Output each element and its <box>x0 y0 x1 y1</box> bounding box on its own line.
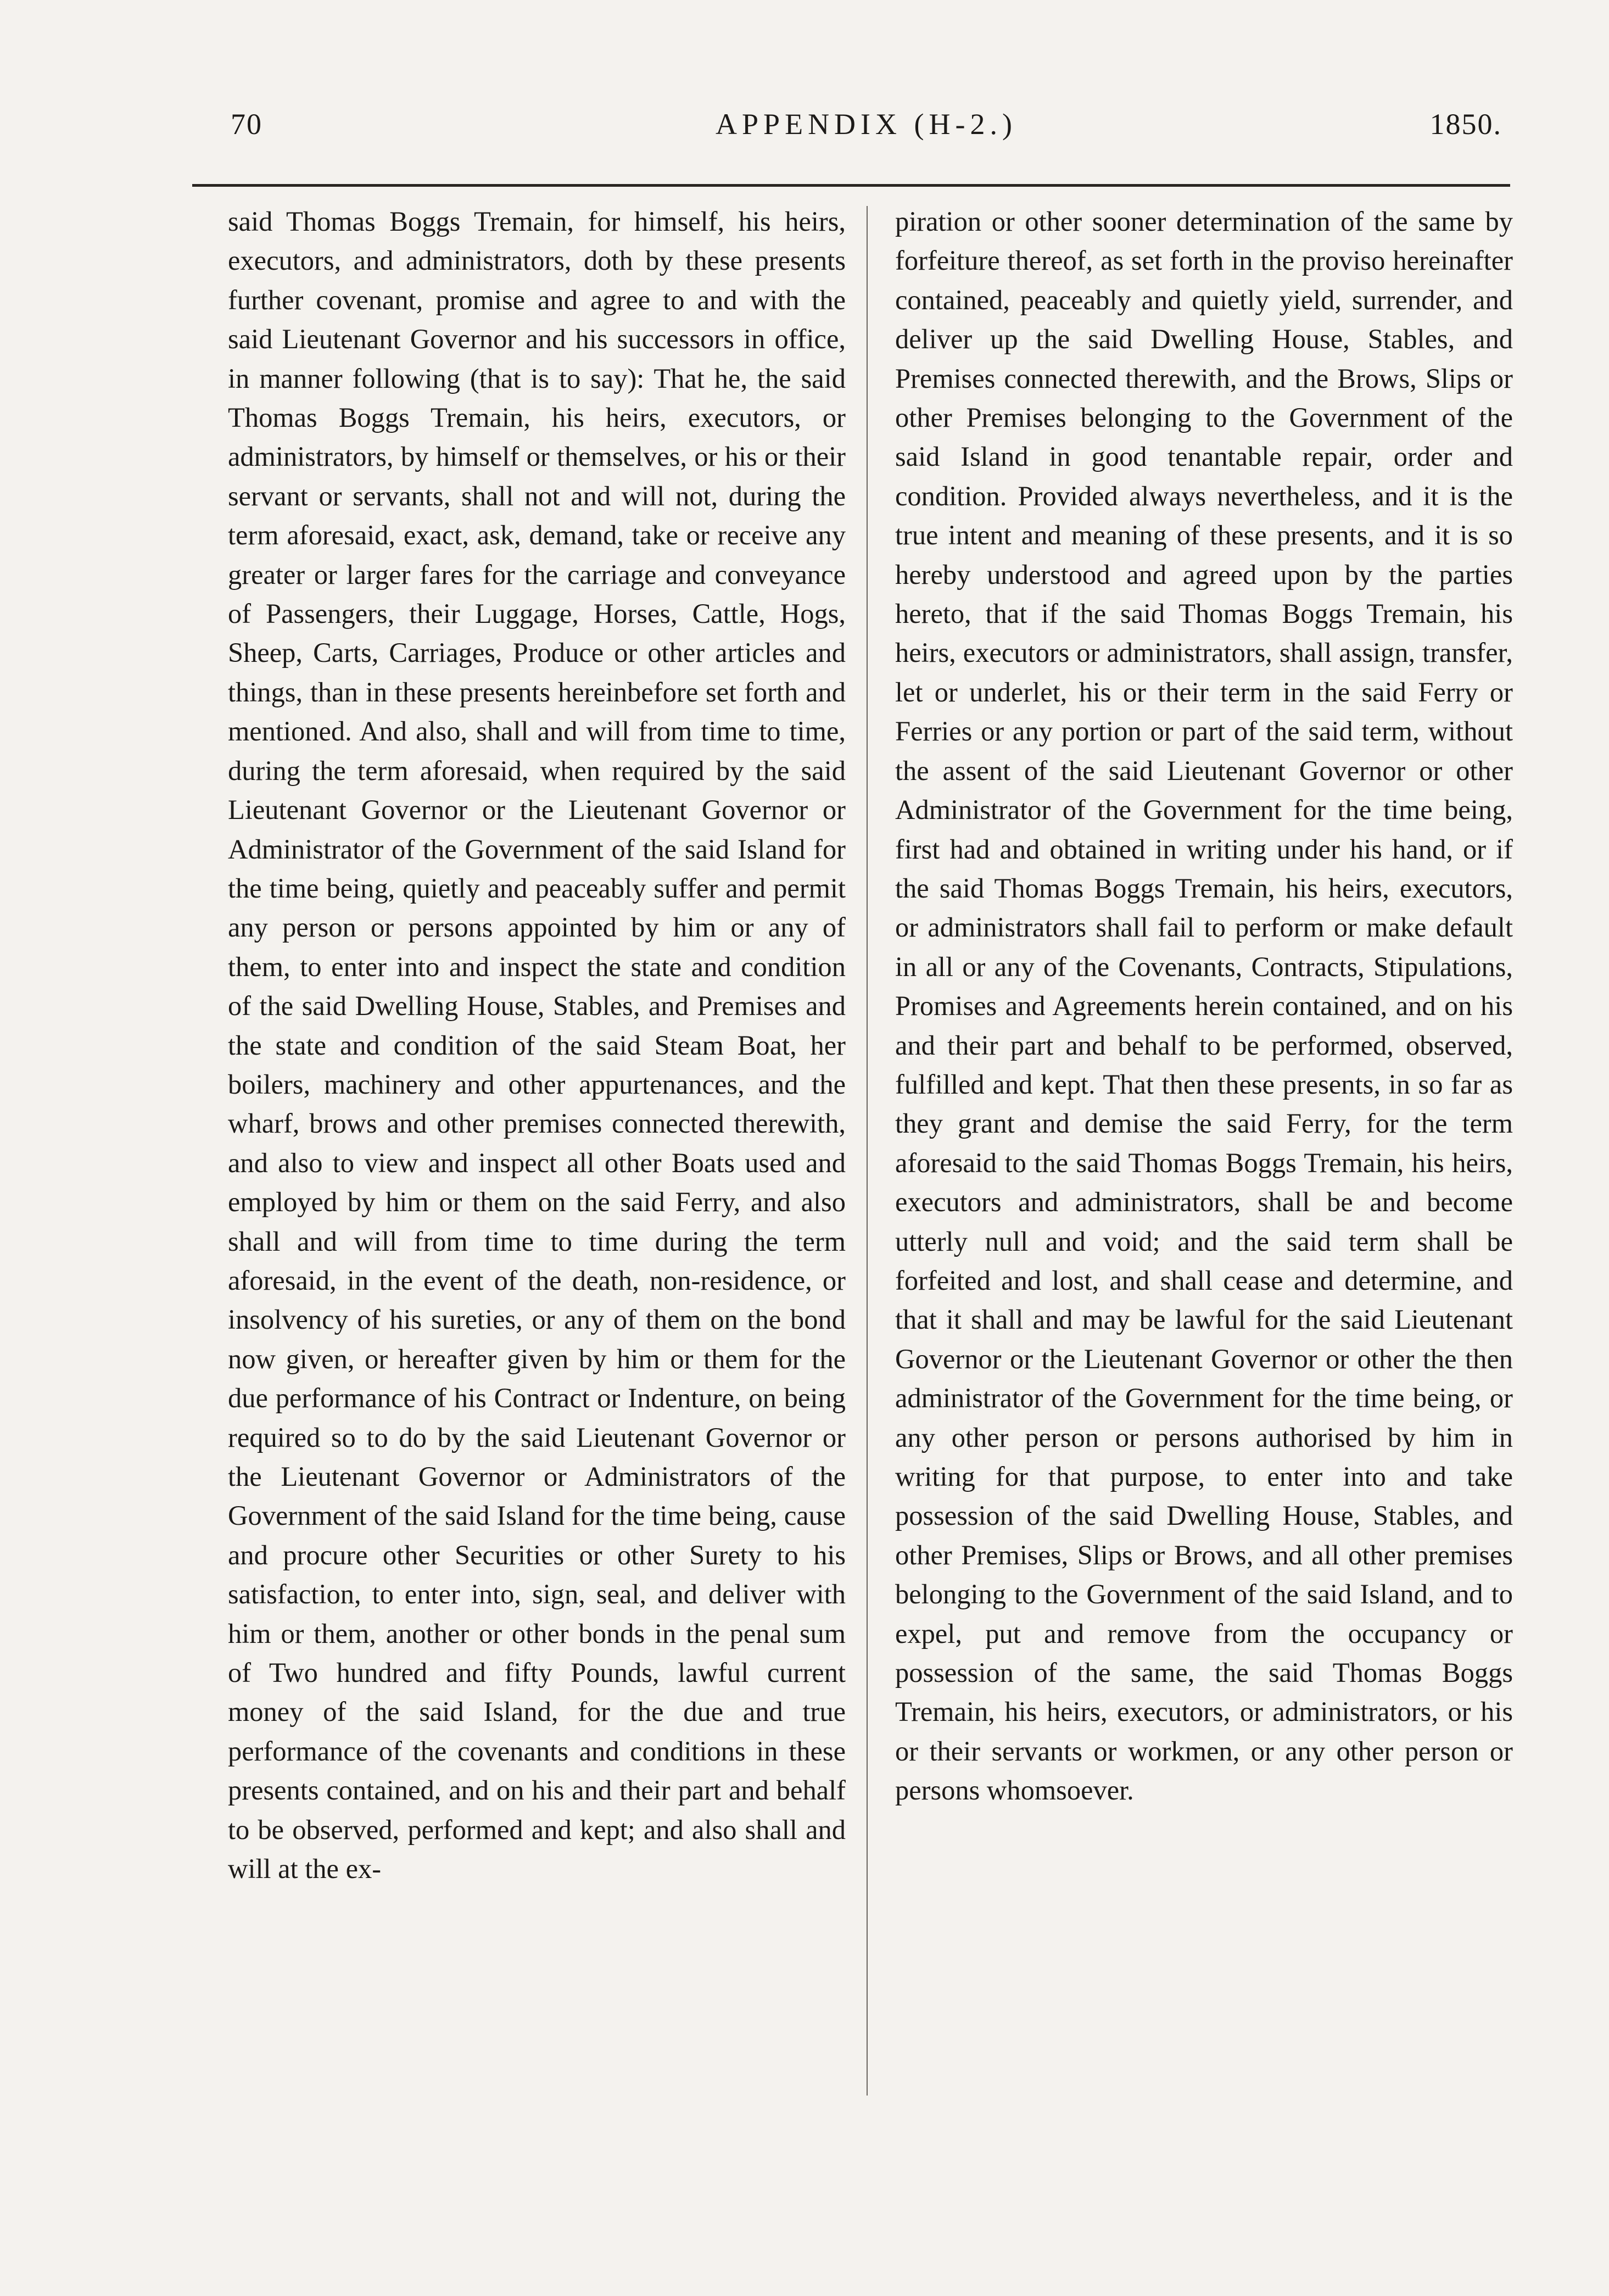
header-rule <box>192 184 1510 187</box>
right-column-text: piration or other sooner determination of the same by forfeiture thereof, as set forth in the proviso hereinafter contained, peaceably and quietly yield, surrender, and deliver up the said Dwelling House, Stables, and Premises connected therewith, and the Brows, Slips or other Premises belonging to the Government of the said Island in good tenantable repair, order and condition. Provided always nevertheless, and it is the true intent and meaning of these presents, and it is so hereby understood and agreed upon by the parties hereto, that if the said Thomas Boggs Tremain, his heirs, executors or administrators, shall assign, transfer, let or underlet, his or their term in the said Ferry or Ferries or any portion or part of the said term, without the assent of the said Lieutenant Governor or other Administrator of the Government for the time being, first had and obtained in writing under his hand, or if the said Thomas Boggs Tremain, his heirs, executors, or administrators shall fail to perform or make default in all or any of the Covenants, Contracts, Stipulations, Promises and Agreements herein contained, and on his and their part and behalf to be performed, observed, fulfilled and kept. That then these presents, in so far as they grant and demise the said Ferry, for the term aforesaid to the said Thomas Boggs Tremain, his heirs, executors and administrators, shall be and become utterly null and void; and the said term shall be forfeited and lost, and shall cease and determine, and that it shall and may be lawful for the said Lieutenant Governor or the Lieutenant Governor or other the then administrator of the Government for the time being, or any other person or persons authorised by him in writing for that purpose, to enter into and take possession of the said Dwelling House, Stables, and other Premises, Slips or Brows, and all other premises belonging to the Government of the said Island, and to expel, put and remove from the occupancy or possession of the same, the said Thomas Boggs Tremain, his heirs, executors, or administrators, or his or their servants or workmen, or any other person or persons whomsoever. <box>895 206 1513 1806</box>
left-column-text: said Thomas Boggs Tremain, for himself, his heirs, executors, and administrators, doth by these presents further covenant, promise and agree to and with the said Lieutenant Governor and his successors in office, in manner following (that is to say): That he, the said Thomas Boggs Tremain, his heirs, executors, or administrators, by himself or themselves, or his or their servant or servants, shall not and will not, during the term aforesaid, exact, ask, demand, take or receive any greater or larger fares for the carriage and conveyance of Passengers, their Luggage, Horses, Cattle, Hogs, Sheep, Carts, Carriages, Produce or other articles and things, than in these presents hereinbefore set forth and mentioned. And also, shall and will from time to time, during the term aforesaid, when required by the said Lieutenant Governor or the Lieutenant Governor or Administrator of the Government of the said Island for the time being, quietly and peaceably suffer and permit any person or persons appointed by him or any of them, to enter into and inspect the state and condition of the said Dwelling House, Stables, and Premises and the state and condition of the said Steam Boat, her boilers, machinery and other appurtenances, and the wharf, brows and other premises connected therewith, and also to view and inspect all other Boats used and employed by him or them on the said Ferry, and also shall and will from time to time during the term aforesaid, in the event of the death, non-residence, or insolvency of his sureties, or any of them on the bond now given, or hereafter given by him or them for the due performance of his Contract or Indenture, on being required so to do by the said Lieutenant Governor or the Lieutenant Governor or Administrators of the Government of the said Island for the time being, cause and procure other Securities or other Surety to his satisfaction, to enter into, sign, seal, and deliver with him or them, another or other bonds in the penal sum of Two hundred and fifty Pounds, lawful current money of the said Island, for the due and true performance of the covenants and conditions in these presents contained, and on his and their part and behalf to be observed, performed and kept; and also shall and will at the ex- <box>228 206 846 1885</box>
column-divider <box>867 206 868 2096</box>
running-title: APPENDIX (H-2.) <box>716 108 1017 141</box>
page-number: 70 <box>231 108 262 141</box>
page-header <box>231 107 1502 146</box>
year: 1850. <box>1429 108 1502 141</box>
right-column <box>895 202 1513 1810</box>
left-column <box>228 202 846 1888</box>
